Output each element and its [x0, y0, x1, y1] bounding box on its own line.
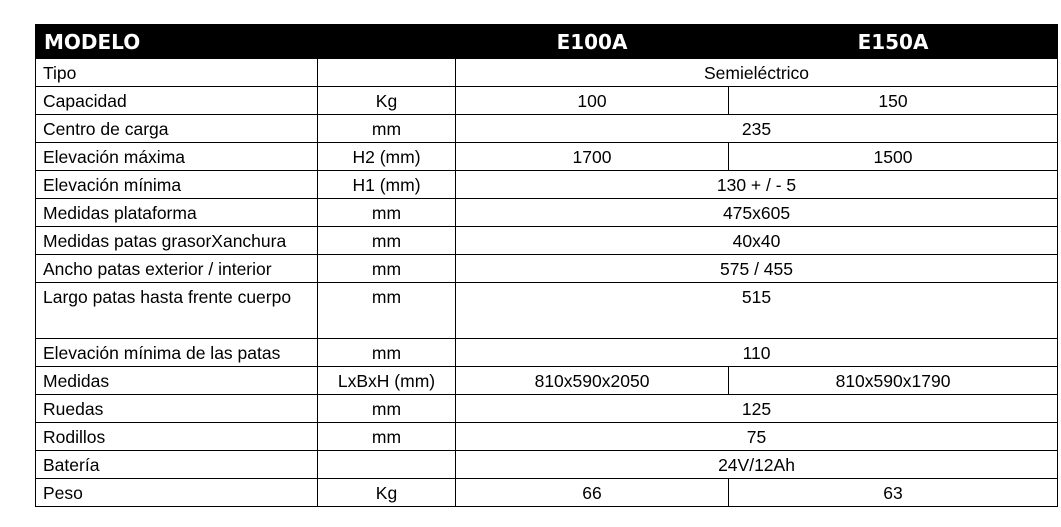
table-row: [36, 395, 1058, 423]
row-value-e100a: 66: [456, 479, 729, 507]
row-value: 24V/12Ah: [456, 451, 1058, 479]
header-row: [36, 25, 1058, 59]
table-row: [36, 367, 1058, 395]
row-unit: mm: [318, 199, 456, 227]
row-value: 475x605: [456, 199, 1058, 227]
row-value-e150a: 810x590x1790: [729, 367, 1058, 395]
row-label: Largo patas hasta frente cuerpo: [36, 283, 318, 339]
spec-table: [35, 24, 1058, 507]
table-row: [36, 479, 1058, 507]
row-value: 130 + / - 5: [456, 171, 1058, 199]
table-row: [36, 423, 1058, 451]
model-e150a-header: E150A: [729, 25, 1058, 59]
row-value: 235: [456, 115, 1058, 143]
row-value: 75: [456, 423, 1058, 451]
table-row: [36, 59, 1058, 87]
row-value-e150a: 150: [729, 87, 1058, 115]
table-row: [36, 451, 1058, 479]
row-label: Elevación mínima: [36, 171, 318, 199]
row-label: Batería: [36, 451, 318, 479]
row-label: Ancho patas exterior / interior: [36, 255, 318, 283]
row-unit: mm: [318, 255, 456, 283]
row-label: Rodillos: [36, 423, 318, 451]
row-label: Medidas plataforma: [36, 199, 318, 227]
row-value: 110: [456, 339, 1058, 367]
table-row: [36, 87, 1058, 115]
table-row: [36, 115, 1058, 143]
row-label: Capacidad: [36, 87, 318, 115]
row-label: Medidas patas grasorXanchura: [36, 227, 318, 255]
row-unit: mm: [318, 115, 456, 143]
row-value-e100a: 100: [456, 87, 729, 115]
row-value-e150a: 63: [729, 479, 1058, 507]
row-unit: Kg: [318, 479, 456, 507]
row-value: 575 / 455: [456, 255, 1058, 283]
row-unit: mm: [318, 283, 456, 339]
table-row: [36, 171, 1058, 199]
row-label: Elevación mínima de las patas: [36, 339, 318, 367]
row-unit: LxBxH (mm): [318, 367, 456, 395]
row-unit: H2 (mm): [318, 143, 456, 171]
row-unit: [318, 451, 456, 479]
row-label: Medidas: [36, 367, 318, 395]
row-label: Tipo: [36, 59, 318, 87]
row-value-e100a: 1700: [456, 143, 729, 171]
table-row: [36, 199, 1058, 227]
row-label: Elevación máxima: [36, 143, 318, 171]
row-unit: H1 (mm): [318, 171, 456, 199]
table-row: [36, 143, 1058, 171]
table-row: [36, 339, 1058, 367]
row-label: Centro de carga: [36, 115, 318, 143]
row-label: Peso: [36, 479, 318, 507]
row-unit: mm: [318, 423, 456, 451]
model-e100a-header: E100A: [456, 25, 729, 59]
row-unit: mm: [318, 395, 456, 423]
row-value: 515: [456, 283, 1058, 339]
row-value: 125: [456, 395, 1058, 423]
model-header: MODELO: [36, 25, 456, 59]
row-value-e100a: 810x590x2050: [456, 367, 729, 395]
row-unit: mm: [318, 227, 456, 255]
row-value: Semieléctrico: [456, 59, 1058, 87]
row-value-e150a: 1500: [729, 143, 1058, 171]
row-unit: [318, 59, 456, 87]
row-unit: mm: [318, 339, 456, 367]
row-value: 40x40: [456, 227, 1058, 255]
row-unit: Kg: [318, 87, 456, 115]
table-row: [36, 255, 1058, 283]
table-row: [36, 227, 1058, 255]
table-row: [36, 283, 1058, 339]
row-label: Ruedas: [36, 395, 318, 423]
